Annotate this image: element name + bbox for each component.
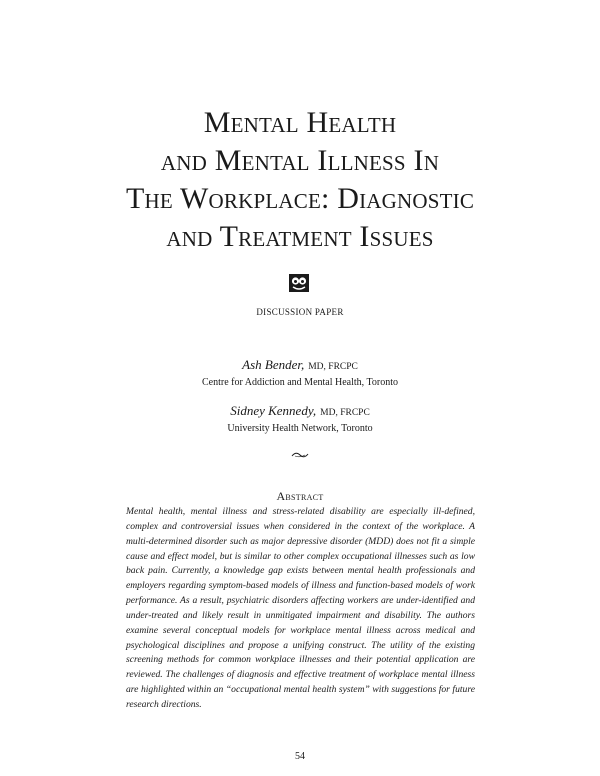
author-name: Ash Bender, <box>242 357 305 372</box>
author-affiliation: Centre for Addiction and Mental Health, Toronto <box>201 377 398 388</box>
author-block <box>0 356 600 388</box>
ornament-divider-icon <box>290 450 310 460</box>
title-line: Mental Health <box>203 106 397 139</box>
abstract-text: Mental health, mental illness and stress-related disability are especially ill-defined, complex and controversial issues when considered in the context of the workplace. A multi-determined disorder such as major depressive disorder (MDD) does not fit a simple cause and effect model, but is similar to other complex occupational illnesses such as low back pain. Currently, a knowledge gap exists between mental health professionals and employers regarding symptom-based models of illness and function-based models of work performance. As a result, psychiatric disorders affecting workers are under-identified and under-treated and likely result in unmitigated impairment and disability. The authors examine several conceptual models for workplace mental illness across medical and psychological disciplines and propose a unifying construct. The utility of the existing screening methods for common workplace illnesses and their potential application are reviewed. The challenges of diagnosis and effective treatment of workplace mental illness are highlighted within an “occupational mental health system” with suggestions for future research directions. <box>126 506 475 710</box>
author-affiliation: University Health Network, Toronto <box>227 423 373 434</box>
paper-type-label: DISCUSSION PAPER <box>256 307 344 317</box>
author-name: Sidney Kennedy, <box>230 403 317 418</box>
title-line: and Mental Illness In <box>160 144 440 177</box>
title-line: and Treatment Issues <box>166 220 434 253</box>
paper-title <box>0 104 600 256</box>
author-block <box>0 402 600 434</box>
journal-emblem-icon <box>289 274 309 292</box>
author-credentials: MD, FRCPC <box>308 362 358 372</box>
author-credentials: MD, FRCPC <box>320 408 370 418</box>
title-line: The Workplace: Diagnostic <box>125 182 475 215</box>
abstract-heading: Abstract <box>276 489 324 503</box>
page-number: 54 <box>295 751 305 762</box>
